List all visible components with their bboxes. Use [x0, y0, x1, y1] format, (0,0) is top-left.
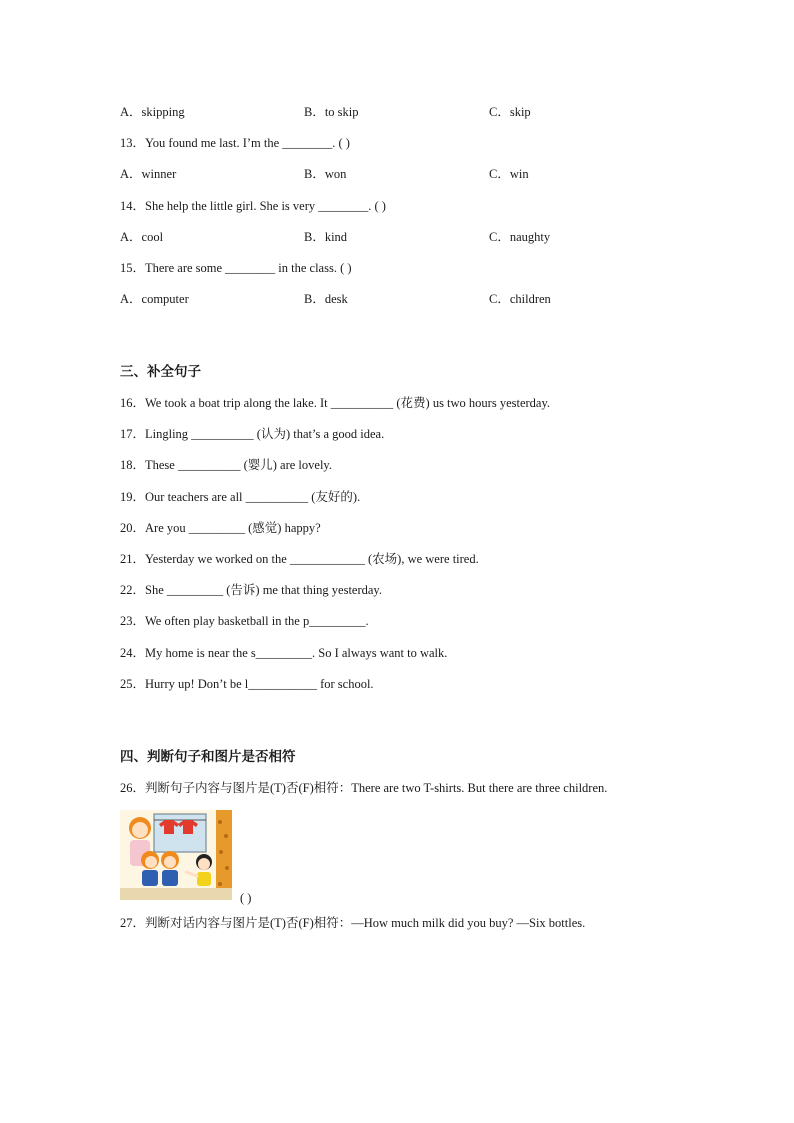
question-26: 26．判断句子内容与图片是(T)否(F)相符：There are two T-shirts. But there are three children.: [120, 781, 608, 795]
question-24: 24．My home is near the s_________. So I always want to walk.: [120, 646, 448, 660]
options-q12: [120, 104, 680, 120]
mother-face: [132, 822, 148, 838]
question-27: 27．判断对话内容与图片是(T)否(F)相符：—How much milk did you buy? —Six bottles.: [120, 916, 586, 930]
question-25: 25．Hurry up! Don’t be l___________ for school.: [120, 677, 374, 691]
child-2-body: [162, 870, 178, 886]
options-q13: [120, 166, 680, 182]
question-16: 16．We took a boat trip along the lake. It __________ (花费) us two hours yesterday.: [120, 396, 551, 410]
options-q14: [120, 229, 680, 245]
option-c: C．children: [489, 292, 551, 306]
child-3-body: [197, 872, 211, 886]
curtain: [216, 810, 232, 900]
question-14: 14．She help the little girl. She is very ________. ( ): [120, 199, 386, 213]
option-a: A．computer: [120, 292, 189, 306]
option-c: C．naughty: [489, 230, 551, 244]
option-a: A．skipping: [120, 105, 185, 119]
option-a: A．winner: [120, 167, 177, 181]
option-b: B．won: [304, 167, 347, 181]
option-b: B．kind: [304, 230, 348, 244]
option-b: B．to skip: [304, 105, 359, 119]
answer-parentheses-26: ( ): [240, 891, 252, 905]
question-22: 22．She _________ (告诉) me that thing yesterday.: [120, 583, 382, 597]
question-20: 20．Are you _________ (感觉) happy?: [120, 521, 321, 535]
question-17: 17．Lingling __________ (认为) that’s a good idea.: [120, 427, 385, 441]
floor: [120, 888, 232, 900]
question-23: 23．We often play basketball in the p_________.: [120, 614, 369, 628]
option-b: B．desk: [304, 292, 348, 306]
options-q15: [120, 291, 680, 307]
children-tshirts-picture: [120, 810, 232, 900]
question-18: 18．These __________ (婴儿) are lovely.: [120, 458, 332, 472]
question-21: 21．Yesterday we worked on the ____________ (农场), we were tired.: [120, 552, 479, 566]
section-3-title: 三、补全句子: [120, 364, 201, 380]
option-a: A．cool: [120, 230, 164, 244]
question-15: 15．There are some ________ in the class. ( ): [120, 261, 352, 275]
option-c: C．skip: [489, 105, 531, 119]
option-c: C．win: [489, 167, 529, 181]
question-13: 13．You found me last. I’m the ________. ( ): [120, 136, 350, 150]
child-1-body: [142, 870, 158, 886]
section-4-title: 四、判断句子和图片是否相符: [120, 749, 296, 765]
question-19: 19．Our teachers are all __________ (友好的).: [120, 490, 361, 504]
